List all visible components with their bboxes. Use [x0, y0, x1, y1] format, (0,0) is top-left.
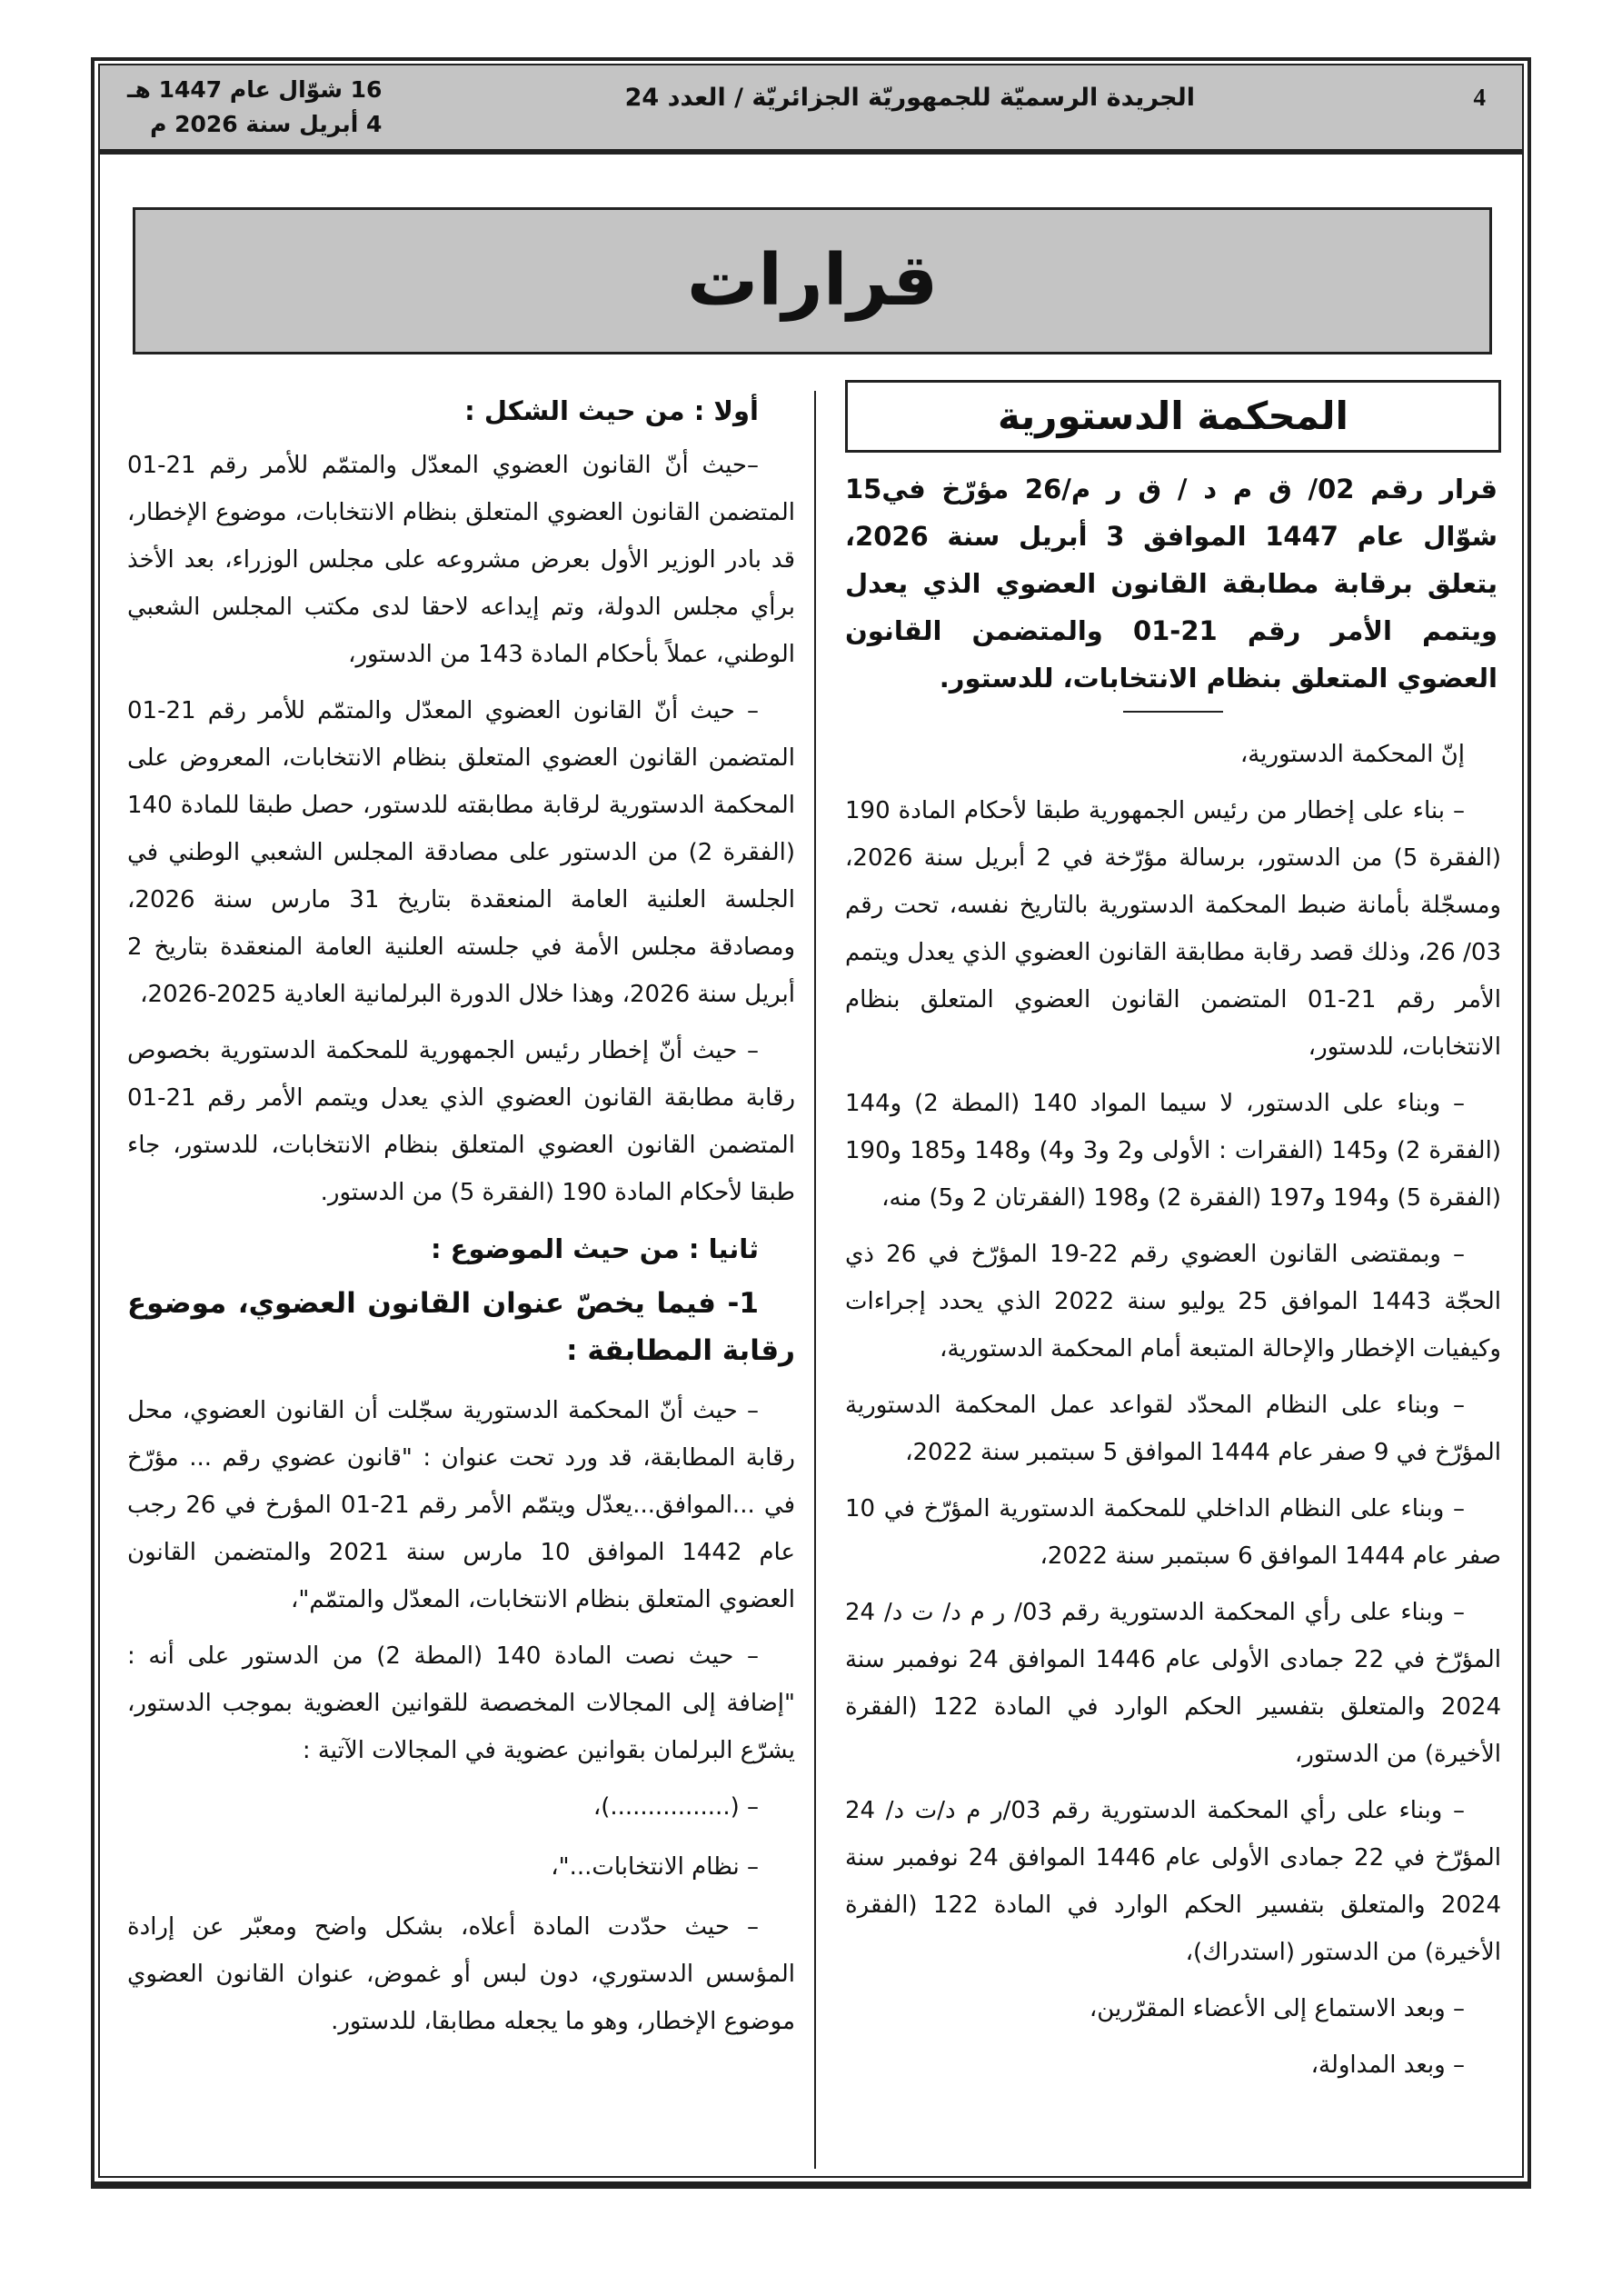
preamble-paragraph: – وبناء على النظام المحدّد لقواعد عمل المحكمة الدستورية المؤرّخ في 9 صفر عام 1444 الموافق 5 سبتمبر سنة 2022،	[845, 1392, 1501, 1466]
gazette-header	[100, 65, 1522, 155]
section-title-box	[133, 207, 1492, 354]
list-item: – نظام الانتخابات..."،	[551, 1853, 759, 1881]
separator-rule	[1123, 711, 1223, 713]
preamble-paragraph: – وبناء على الدستور، لا سيما المواد 140 (المطة 2) و144 (الفقرة 2) و145 (الفقرات : الأولى و2 و3 و4) و148 و185 و190 (الفقرة 5) و194 و197 (الفقرة 2) و198 (الفقرتان 2 و5) منه،	[845, 1090, 1501, 1212]
bottom-rule	[91, 2181, 1531, 2186]
list-item: – (................)،	[592, 1793, 759, 1821]
substance-paragraph: – حيث أنّ المحكمة الدستورية سجّلت أن القانون العضوي، محل رقابة المطابقة، قد ورد تحت عنوان : "قانون عضوي رقم ... مؤرّخ في ...الموافق...يعدّل ويتمّم الأمر رقم 21-01 المؤرخ في 26 رجب عام 1442 الموافق 10 مارس سنة 2021 والمتضمن القانون العضوي المتعلق بنظام الانتخابات، المعدّل والمتمّم"،	[127, 1397, 795, 1613]
court-heading: المحكمة الدستورية	[998, 394, 1348, 438]
opening-line: إنّ المحكمة الدستورية،	[1239, 741, 1465, 768]
preamble-paragraph: – وبمقتضى القانون العضوي رقم 22-19 المؤرّخ في 26 ذي الحجّة 1443 الموافق 25 يوليو سنة 2022 الذي يحدد إجراءات وكيفيات الإخطار والإحالة المتبعة أمام المحكمة الدستورية،	[845, 1241, 1501, 1363]
right-column	[845, 380, 1501, 2098]
section-title: قرارات	[686, 240, 939, 322]
preamble-paragraph: – وبناء على رأي المحكمة الدستورية رقم 03/ر م د/ت د/ 24 المؤرّخ في 22 جمادى الأولى عام 1446 الموافق 24 نوفمبر سنة 2024 والمتعلق بتفسير الحكم الوارد في المادة 122 (الفقرة الأخيرة) من الدستور (استدراك)،	[845, 1797, 1502, 1966]
gregorian-date: 4 أبريل سنة 2026 م	[150, 111, 383, 137]
publication-title: الجريدة الرسميّة للجمهوريّة الجزائريّة / العدد 24	[624, 84, 1195, 112]
preamble-paragraph: – وبناء على رأي المحكمة الدستورية رقم 03/ ر م د/ ت د/ 24 المؤرّخ في 22 جمادى الأولى عام 1446 الموافق 24 نوفمبر سنة 2024 والمتعلق بتفسير الحكم الوارد في المادة 122 (الفقرة الأخيرة) من الدستور،	[845, 1599, 1502, 1768]
closing-paragraph: – حيث حدّدت المادة أعلاه، بشكل واضح ومعبّر عن إرادة المؤسس الدستوري، دون لبس أو غموض، عنوان القانون العضوي موضوع الإخطار، وهو ما يجعله مطابقا، للدستور.	[127, 1913, 795, 2035]
preamble-paragraph: – وبعد المداولة،	[1310, 2051, 1465, 2079]
preamble-paragraph: – وبناء على النظام الداخلي للمحكمة الدستورية المؤرّخ في 10 صفر عام 1444 الموافق 6 سبتمبر سنة 2022،	[845, 1495, 1501, 1570]
heading-substance: ثانيا : من حيث الموضوع :	[430, 1233, 759, 1264]
form-paragraph: – حيث أنّ القانون العضوي المعدّل والمتمّم للأمر رقم 21-01 المتضمن القانون العضوي المتعلق بنظام الانتخابات، المعروض على المحكمة الدستورية لرقابة مطابقته للدستور، حصل طبقا للمادة 140 (الفقرة 2) من الدستور على مصادقة المجلس الشعبي الوطني في الجلسة العلنية العامة المنعقدة بتاريخ 31 مارس سنة 2026، ومصادقة مجلس الأمة في جلسته العلنية العامة المنعقدة بتاريخ 2 أبريل سنة 2026، وهذا خلال الدورة البرلمانية العادية 2025-2026،	[127, 697, 796, 1008]
decision-title: قرار رقم 02/ ق م د / ق ر م/26 مؤرّخ في15 شوّال عام 1447 الموافق 3 أبريل سنة 2026، يتعلق برقابة مطابقة القانون العضوي الذي يعدل ويتمم الأمر رقم 21-01 والمتضمن القانون العضوي المتعلق بنظام الانتخابات، للدستور.	[845, 474, 1498, 694]
heading-form: أولا : من حيث الشكل :	[464, 395, 759, 426]
preamble-paragraph: – وبعد الاستماع إلى الأعضاء المقرّرين،	[1089, 1995, 1465, 2022]
preamble-paragraph: – بناء على إخطار من رئيس الجمهورية طبقا لأحكام المادة 190 (الفقرة 5) من الدستور، برسالة مؤرّخة في 2 أبريل سنة 2026، ومسجّلة بأمانة ضبط المحكمة الدستورية بالتاريخ نفسه، تحت رقم 03/ 26، وذلك قصد رقابة مطابقة القانون العضوي الذي يعدل ويتمم الأمر رقم 21-01 المتضمن القانون العضوي المتعلق بنظام الانتخابات، للدستور،	[845, 797, 1502, 1061]
left-column	[127, 382, 795, 2054]
form-paragraph: – حيث أنّ إخطار رئيس الجمهورية للمحكمة الدستورية بخصوص رقابة مطابقة القانون العضوي الذي يعدل ويتمم الأمر رقم 21-01 المتضمن القانون العضوي المتعلق بنظام الانتخابات، للدستور، جاء طبقا لأحكام المادة 190 (الفقرة 5) من الدستور.	[127, 1037, 795, 1206]
subheading-title: 1- فيما يخصّ عنوان القانون العضوي، موضوع رقابة المطابقة :	[127, 1287, 795, 1367]
column-divider	[814, 391, 816, 2169]
issue-date	[127, 73, 382, 142]
court-heading-box	[845, 380, 1501, 453]
form-paragraph: –حيث أنّ القانون العضوي المعدّل والمتمّم للأمر رقم 21-01 المتضمن القانون العضوي المتعلق بنظام الانتخابات، موضوع الإخطار، قد بادر الوزير الأول بعرض مشروعه على مجلس الوزراء، بعد الأخذ برأي مجلس الدولة، وتم إيداعه لاحقا لدى مكتب المجلس الشعبي الوطني، عملاً بأحكام المادة 143 من الدستور،	[127, 452, 795, 668]
substance-paragraph: – حيث نصت المادة 140 (المطة 2) من الدستور على أنه : "إضافة إلى المجالات المخصصة للقوانين العضوية بموجب الدستور، يشرّع البرلمان بقوانين عضوية في المجالات الآتية :	[127, 1642, 795, 1764]
hijri-date: 16 شوّال عام 1447 هـ	[127, 76, 383, 103]
page-number: 4	[1473, 84, 1486, 111]
